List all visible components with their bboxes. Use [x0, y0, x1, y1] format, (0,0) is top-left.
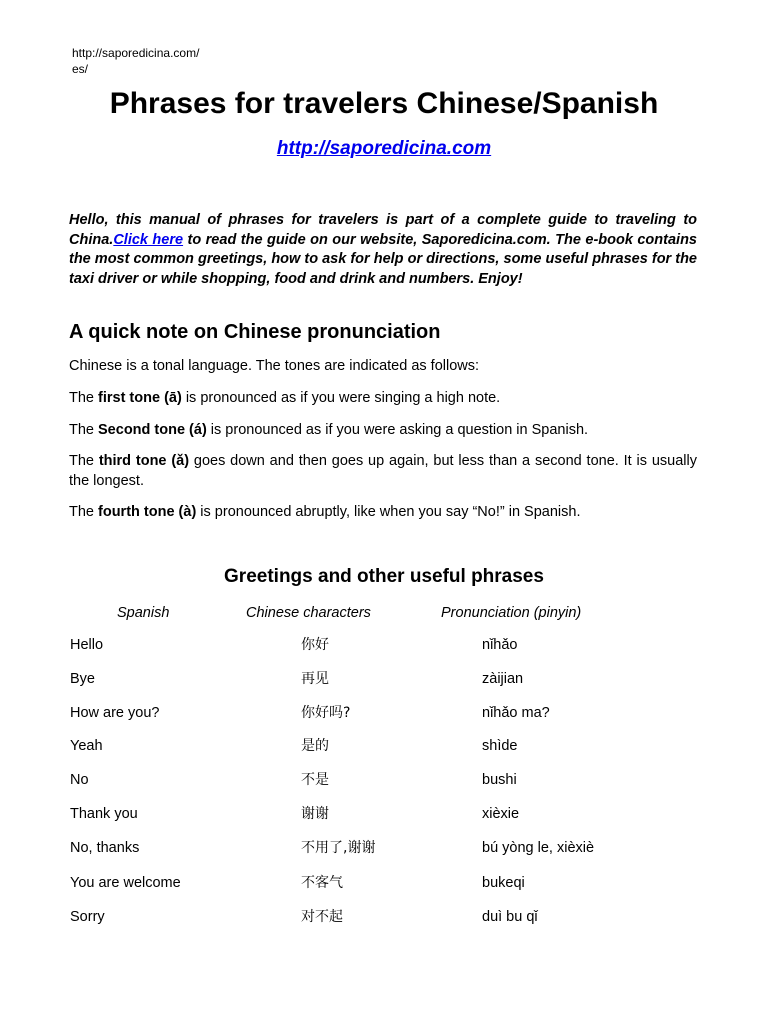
- phrase-row: [0, 770, 768, 792]
- column-header-chinese: Chinese characters: [246, 605, 371, 621]
- header-url-line2: es/: [72, 62, 89, 76]
- phrase-chinese: 你好吗?: [301, 705, 351, 721]
- tone-fourth: [69, 503, 697, 523]
- tone-fourth-label: fourth tone (à): [98, 504, 197, 520]
- phrase-spanish: No: [70, 772, 89, 788]
- tone-third: [69, 452, 697, 491]
- phrase-chinese: 你好: [301, 637, 329, 653]
- phrase-row: [0, 804, 768, 826]
- phrase-spanish: Yeah: [70, 738, 103, 754]
- column-header-pinyin: Pronunciation (pinyin): [441, 605, 582, 621]
- phrase-pinyin: bukeqi: [482, 875, 525, 891]
- phrase-chinese: 谢谢: [301, 806, 329, 822]
- phrase-row: [0, 669, 768, 691]
- pronunciation-heading: A quick note on Chinese pronunciation: [69, 321, 441, 343]
- phrase-pinyin: shìde: [482, 738, 518, 754]
- phrase-row: [0, 838, 768, 860]
- tone-second-desc: is pronounced as if you were asking a question in Spanish.: [206, 422, 589, 438]
- tone-third-pre: The: [69, 453, 99, 469]
- phrase-spanish: Bye: [70, 671, 95, 687]
- phrase-chinese: 不用了,谢谢: [301, 840, 376, 856]
- phrase-spanish: You are welcome: [70, 875, 181, 891]
- phrase-row: [0, 635, 768, 657]
- intro-text-after: to read the guide on our website, Saporedicina.com. The e-book contains the most common greetings, how to ask for help or directions, some useful phrases for the taxi driver or while shopping, food and drink and numbers. Enjoy!: [69, 231, 697, 287]
- tone-second-label: Second tone (á): [98, 422, 207, 438]
- phrase-pinyin: nǐhǎo ma?: [482, 705, 550, 721]
- phrase-chinese: 对不起: [301, 909, 343, 925]
- phrase-chinese: 不客气: [301, 875, 343, 891]
- phrase-pinyin: bushi: [482, 772, 517, 788]
- pronunciation-lead: Chinese is a tonal language. The tones are indicated as follows:: [69, 358, 480, 374]
- phrase-chinese: 不是: [301, 772, 329, 788]
- phrase-chinese: 再见: [301, 671, 329, 687]
- header-url: [72, 45, 232, 77]
- header-url-line1: http://saporedicina.com/: [72, 46, 200, 60]
- tone-second: [69, 421, 697, 441]
- site-link[interactable]: http://saporedicina.com: [276, 138, 492, 159]
- tone-fourth-desc: is pronounced abruptly, like when you say “No!” in Spanish.: [196, 504, 581, 520]
- phrase-pinyin: nǐhǎo: [482, 637, 518, 653]
- click-here-link[interactable]: Click here: [113, 231, 184, 248]
- phrase-pinyin: duì bu qǐ: [482, 909, 538, 925]
- phrase-spanish: How are you?: [70, 705, 160, 721]
- phrase-spanish: Sorry: [70, 909, 105, 925]
- intro-paragraph: [69, 211, 697, 289]
- phrase-pinyin: zàijian: [482, 671, 524, 687]
- column-header-spanish: Spanish: [117, 605, 170, 621]
- tone-fourth-pre: The: [69, 504, 99, 520]
- tone-first-desc: is pronounced as if you were singing a high note.: [181, 390, 501, 406]
- tone-first-pre: The: [69, 390, 99, 406]
- tone-second-pre: The: [69, 422, 99, 438]
- tone-first: [69, 389, 697, 409]
- phrase-spanish: No, thanks: [70, 840, 140, 856]
- phrase-spanish: Thank you: [70, 806, 138, 822]
- phrase-pinyin: xièxie: [482, 806, 520, 822]
- phrase-chinese: 是的: [301, 738, 329, 754]
- site-link-line: [0, 136, 768, 162]
- phrase-row: [0, 907, 768, 929]
- intro-text-before: Hello, this manual of phrases for travelers is part of a complete guide to traveling to China.: [69, 212, 697, 248]
- tone-third-desc: goes down and then goes up again, but less than a second tone. It is usually the longest.: [69, 453, 697, 489]
- phrase-row: [0, 873, 768, 895]
- phrase-spanish: Hello: [70, 637, 104, 653]
- phrase-pinyin: bú yòng le, xièxiè: [482, 840, 595, 856]
- tone-first-label: first tone (ā): [98, 390, 182, 406]
- phrase-row: [0, 703, 768, 725]
- greetings-heading: Greetings and other useful phrases: [224, 566, 544, 587]
- phrase-row: [0, 736, 768, 758]
- tone-third-label: third tone (ǎ): [98, 453, 190, 469]
- document-title: Phrases for travelers Chinese/Spanish: [109, 87, 659, 120]
